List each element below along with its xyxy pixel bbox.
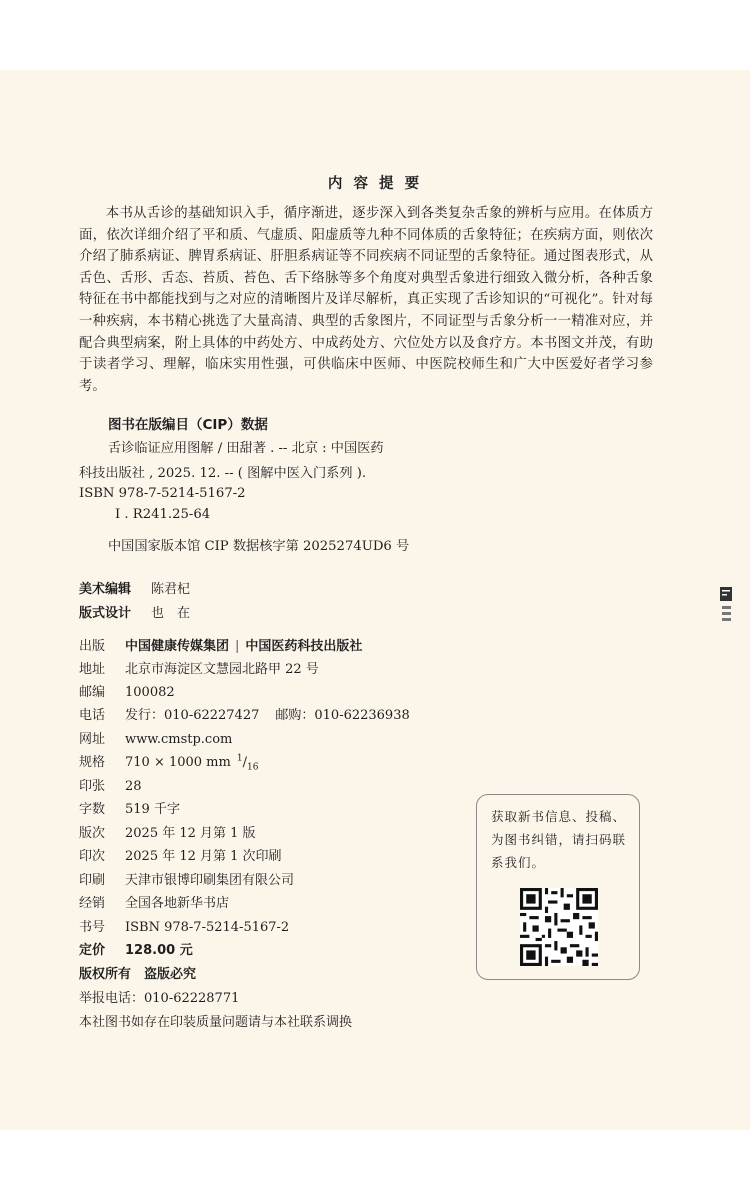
words-value: 519 千字 xyxy=(125,802,180,817)
credit-layout-value: 也 在 xyxy=(151,606,191,621)
printing-value: 2025 年 12 月第 1 次印刷 xyxy=(125,849,282,864)
credit-layout-design xyxy=(79,602,190,621)
address-label: 地址 xyxy=(79,662,106,677)
credit-art-value: 陈君杞 xyxy=(151,582,191,597)
info-address xyxy=(79,658,319,680)
copyright-page xyxy=(0,70,750,1130)
printer-value: 天津市银博印刷集团有限公司 xyxy=(125,873,295,888)
credit-layout-label: 版式设计 xyxy=(79,606,132,621)
publisher-label: 出版 xyxy=(79,639,106,654)
cip-line-2: 科技出版社 , 2025. 12. -- ( 图解中医入门系列 ). xyxy=(79,466,367,481)
info-postcode xyxy=(79,681,175,703)
info-printer xyxy=(79,869,294,891)
side-logo-icon xyxy=(720,587,732,631)
publisher-name: 中国医药科技出版社 xyxy=(245,639,363,654)
spec-label: 规格 xyxy=(79,755,106,770)
sheets-label: 印张 xyxy=(79,779,106,794)
info-price xyxy=(79,939,193,961)
spec-fraction-num: 1 xyxy=(236,753,243,764)
cip-line-1: 舌诊临证应用图解 / 田甜著 . -- 北京 : 中国医药 xyxy=(108,441,384,456)
phone-mail: 邮购：010-62236938 xyxy=(275,708,410,723)
phone-issue: 发行：010-62227427 xyxy=(125,708,260,723)
qr-contact-box xyxy=(476,794,640,980)
publisher-group: 中国健康传媒集团 xyxy=(125,639,230,654)
price-value: 128.00 元 xyxy=(125,943,193,958)
info-distributor xyxy=(79,892,229,914)
info-spec: 规格 710 × 1000 mm $^1/_{16}$ xyxy=(79,751,258,773)
summary-body: 本书从舌诊的基础知识入手，循序渐进，逐步深入到各类复杂舌象的辨析与应用。在体质方面，依次详细介绍了平和质、气虚质、阳虚质等九种不同体质的舌象特征；在疾病方面，则依次介绍了肺系病证、脾胃系病证、肝胆系病证等不同疾病不同证型的舌象特征。通过图表形式，从舌色、舌形、舌态、苔质、苔色、舌下络脉等多个角度对典型舌象进行细致入微分析，各种舌象特征在书中都能找到与之对应的清晰图片及详尽解析，真正实现了舌诊知识的“可视化”。针对每一种疾病，本书精心挑选了大量高清、典型的舌象图片，不同证型与舌象分析一一精准对应，并配合典型病案，附上具体的中药处方、中成药处方、穴位处方以及食疗方。本书图文并茂，有助于读者学习、理解，临床实用性强，可供临床中医师、中医院校师生和广大中医爱好者学习参考。 xyxy=(79,206,653,394)
info-sheets xyxy=(79,775,142,797)
dist-value: 全国各地新华书店 xyxy=(125,896,230,911)
printing-label: 印次 xyxy=(79,849,106,864)
isbn-value: ISBN 978-7-5214-5167-2 xyxy=(125,920,290,935)
info-isbn xyxy=(79,916,289,938)
dist-label: 经销 xyxy=(79,896,106,911)
edition-value: 2025 年 12 月第 1 版 xyxy=(125,826,256,841)
credit-art-label: 美术编辑 xyxy=(79,582,132,597)
phone-label: 电话 xyxy=(79,708,106,723)
rights-statement: 版权所有 盗版必究 xyxy=(79,967,197,982)
web-label: 网址 xyxy=(79,732,106,747)
credit-art-editor xyxy=(79,578,190,597)
info-publisher xyxy=(79,635,362,657)
sheets-value: 28 xyxy=(125,779,142,794)
postcode-label: 邮编 xyxy=(79,685,106,700)
postcode-value: 100082 xyxy=(125,685,175,700)
cip-heading: 图书在版编目（CIP）数据 xyxy=(108,417,268,433)
cip-line-4: Ⅰ . R241.25-64 xyxy=(115,507,211,522)
quality-notice: 本社图书如存在印装质量问题请与本社联系调换 xyxy=(79,1015,353,1030)
report-phone: 举报电话：010-62228771 xyxy=(79,991,240,1006)
info-website xyxy=(79,728,232,750)
price-label: 定价 xyxy=(79,943,106,958)
info-words xyxy=(79,798,180,820)
address-value: 北京市海淀区文慧园北路甲 22 号 xyxy=(125,662,319,677)
qr-caption: 获取新书信息、投稿、为图书纠错，请扫码联系我们。 xyxy=(491,809,627,870)
summary-title: 内 容 提 要 xyxy=(327,176,423,192)
web-value: www.cmstp.com xyxy=(125,732,233,747)
info-printing xyxy=(79,845,282,867)
info-edition xyxy=(79,822,256,844)
spec-value: 710 × 1000 mm xyxy=(125,755,231,770)
cip-line-3: ISBN 978-7-5214-5167-2 xyxy=(79,486,246,501)
isbn-label: 书号 xyxy=(79,920,106,935)
cip-line-5: 中国国家版本馆 CIP 数据核字第 2025274UD6 号 xyxy=(108,539,410,554)
info-phone xyxy=(79,704,410,726)
publisher-separator: | xyxy=(235,639,240,654)
edition-label: 版次 xyxy=(79,826,106,841)
qr-code-icon[interactable] xyxy=(520,888,598,966)
printer-label: 印刷 xyxy=(79,873,106,888)
words-label: 字数 xyxy=(79,802,106,817)
spec-fraction-den: 16 xyxy=(246,762,259,773)
